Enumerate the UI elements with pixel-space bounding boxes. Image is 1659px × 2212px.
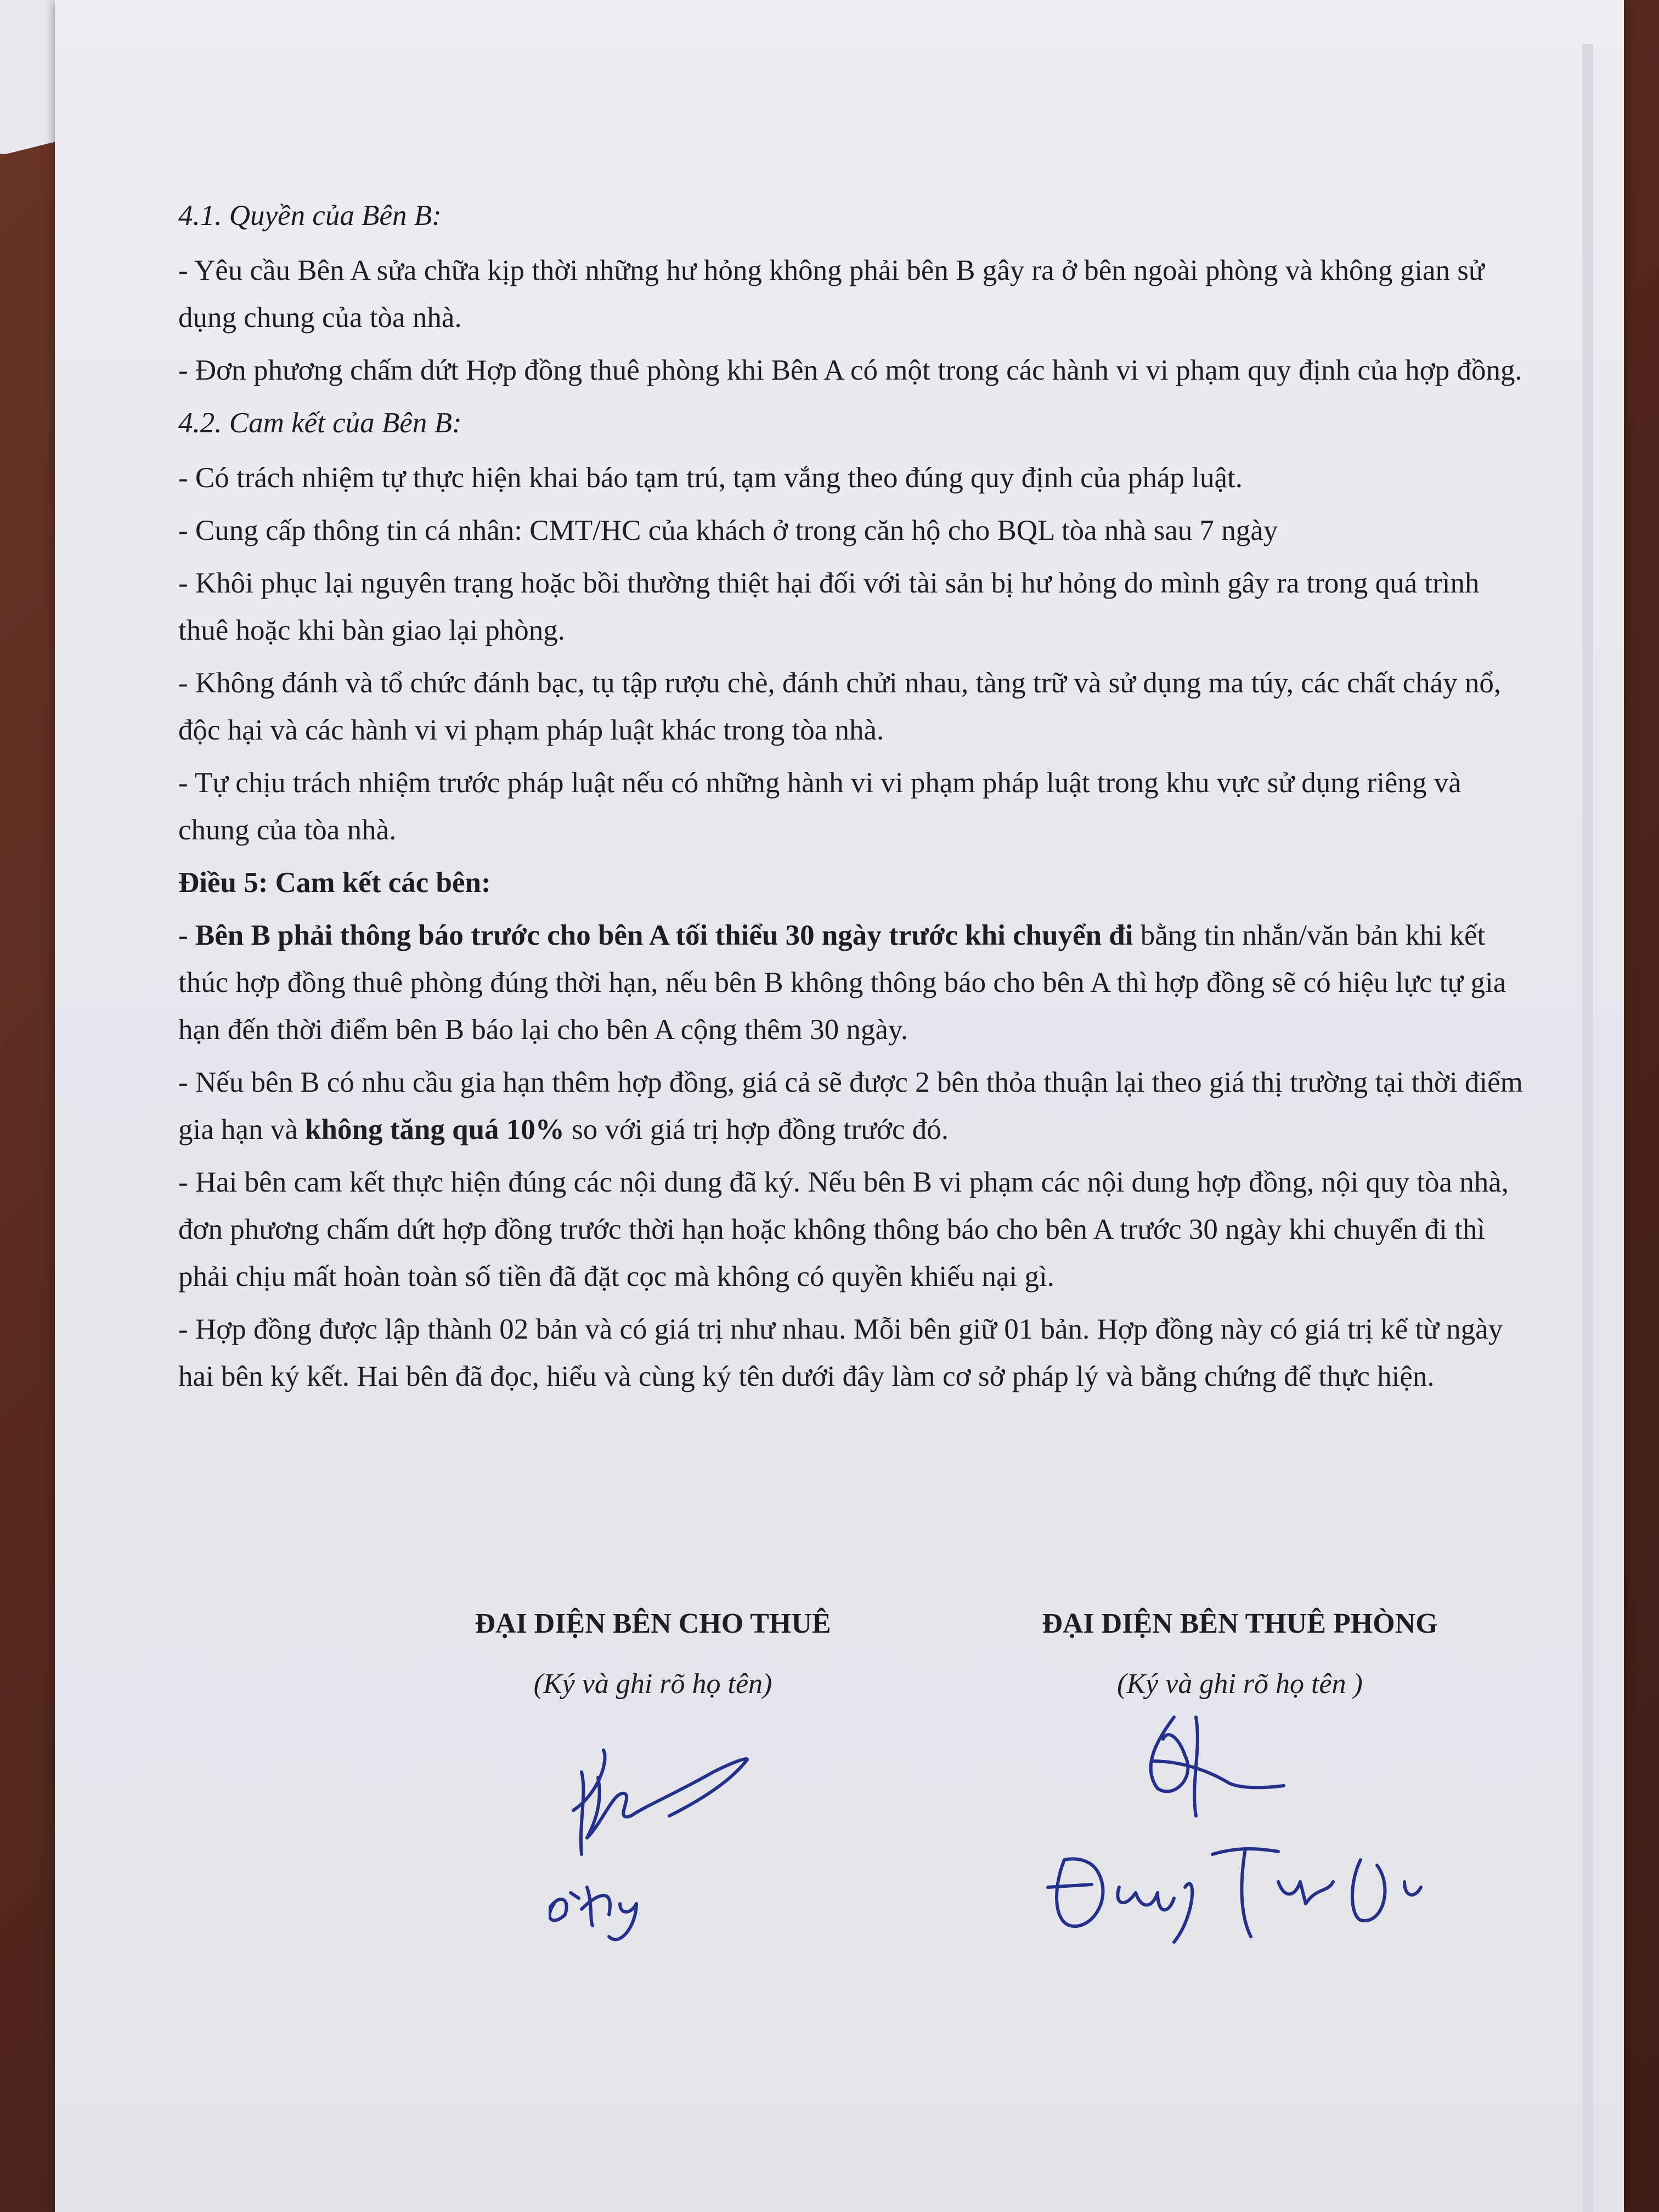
article-5-paragraph-4: - Hợp đồng được lập thành 02 bản và có giá trị như nhau. Mỗi bên giữ 01 bản. Hợp đồng này có giá trị kể từ ngày hai bên ký kết. Hai bên đã đọc, hiểu và cùng ký tên dưới đây làm cơ sở pháp lý và bằng chứng để thực hiện. (178, 1313, 1503, 1392)
section-4-2-heading: 4.2. Cam kết của Bên B: (178, 407, 462, 439)
document-body (178, 192, 1533, 1406)
article-5-paragraph-2 (178, 1059, 1533, 1153)
lessor-title: ĐẠI DIỆN BÊN CHO THUÊ (475, 1608, 831, 1639)
article-5-heading: Điều 5: Cam kết các bên: (178, 867, 491, 899)
section-4-1-item: - Yêu cầu Bên A sửa chữa kịp thời những hư hỏng không phải bên B gây ra ở bên ngoài phòng và không gian sử dụng chung của tòa nhà. (178, 255, 1485, 334)
lessor-signature-column (406, 1602, 900, 1706)
lessee-signature-image (1031, 1706, 1426, 1959)
lessee-signature-column (993, 1602, 1487, 1706)
article-5-p2-bold: không tăng quá 10% (305, 1114, 565, 1146)
section-4-2-item: - Có trách nhiệm tự thực hiện khai báo tạm trú, tạm vắng theo đúng quy định của pháp luật. (178, 462, 1243, 494)
lessee-title: ĐẠI DIỆN BÊN THUÊ PHÒNG (1042, 1608, 1438, 1639)
lessee-note: (Ký và ghi rõ họ tên ) (1117, 1668, 1363, 1700)
lessor-note: (Ký và ghi rõ họ tên) (533, 1668, 772, 1700)
article-5-p2-end: so với giá trị hợp đồng trước đó. (564, 1114, 949, 1146)
lessor-signature-image (549, 1728, 856, 1959)
section-4-2-item: - Cung cấp thông tin cá nhân: CMT/HC của khách ở trong căn hộ cho BQL tòa nhà sau 7 ngày (178, 515, 1278, 546)
signature-block (55, 1602, 1624, 1986)
article-5-p2-start: - Nếu bên B có nhu cầu gia hạn thêm hợp đồng, giá cả sẽ được 2 bên thỏa thuận lại theo giá thị trường tại thời điểm gia hạn và (178, 1066, 1523, 1146)
section-4-2-item: - Tự chịu trách nhiệm trước pháp luật nếu có những hành vi vi phạm pháp luật trong khu vực sử dụng riêng và chung của tòa nhà. (178, 767, 1462, 846)
article-5-p1-bold: - Bên B phải thông báo trước cho bên A tối thiểu 30 ngày trước khi chuyển đi (178, 919, 1133, 951)
section-4-1-item: - Đơn phương chấm dứt Hợp đồng thuê phòng khi Bên A có một trong các hành vi vi phạm quy định của hợp đồng. (178, 354, 1522, 386)
section-4-2-item: - Khôi phục lại nguyên trạng hoặc bồi thường thiệt hại đối với tài sản bị hư hỏng do mình gây ra trong quá trình thuê hoặc khi bàn giao lại phòng. (178, 567, 1480, 646)
section-4-2-item: - Không đánh và tổ chức đánh bạc, tụ tập rượu chè, đánh chửi nhau, tàng trữ và sử dụng ma túy, các chất cháy nổ, độc hại và các hành vi vi phạm pháp luật khác trong tòa nhà. (178, 667, 1502, 746)
article-5-p1-rest: bằng tin nhắn/văn bản khi kết thúc hợp đồng thuê phòng đúng thời hạn, nếu bên B không thông báo cho bên A thì hợp đồng sẽ có hiệu lực tự gia hạn đến thời điểm bên B báo lại cho bên A cộng thêm 30 ngày. (178, 919, 1506, 1046)
section-4-1-heading: 4.1. Quyền của Bên B: (178, 200, 442, 232)
article-5-paragraph-3: - Hai bên cam kết thực hiện đúng các nội dung đã ký. Nếu bên B vi phạm các nội dung hợp đồng, nội quy tòa nhà, đơn phương chấm dứt hợp đồng trước thời hạn hoặc không thông báo cho bên A trước 30 ngày khi chuyển đi thì phải chịu mất hoàn toàn số tiền đã đặt cọc mà không có quyền khiếu nại gì. (178, 1166, 1509, 1293)
article-5-paragraph-1 (178, 912, 1533, 1053)
